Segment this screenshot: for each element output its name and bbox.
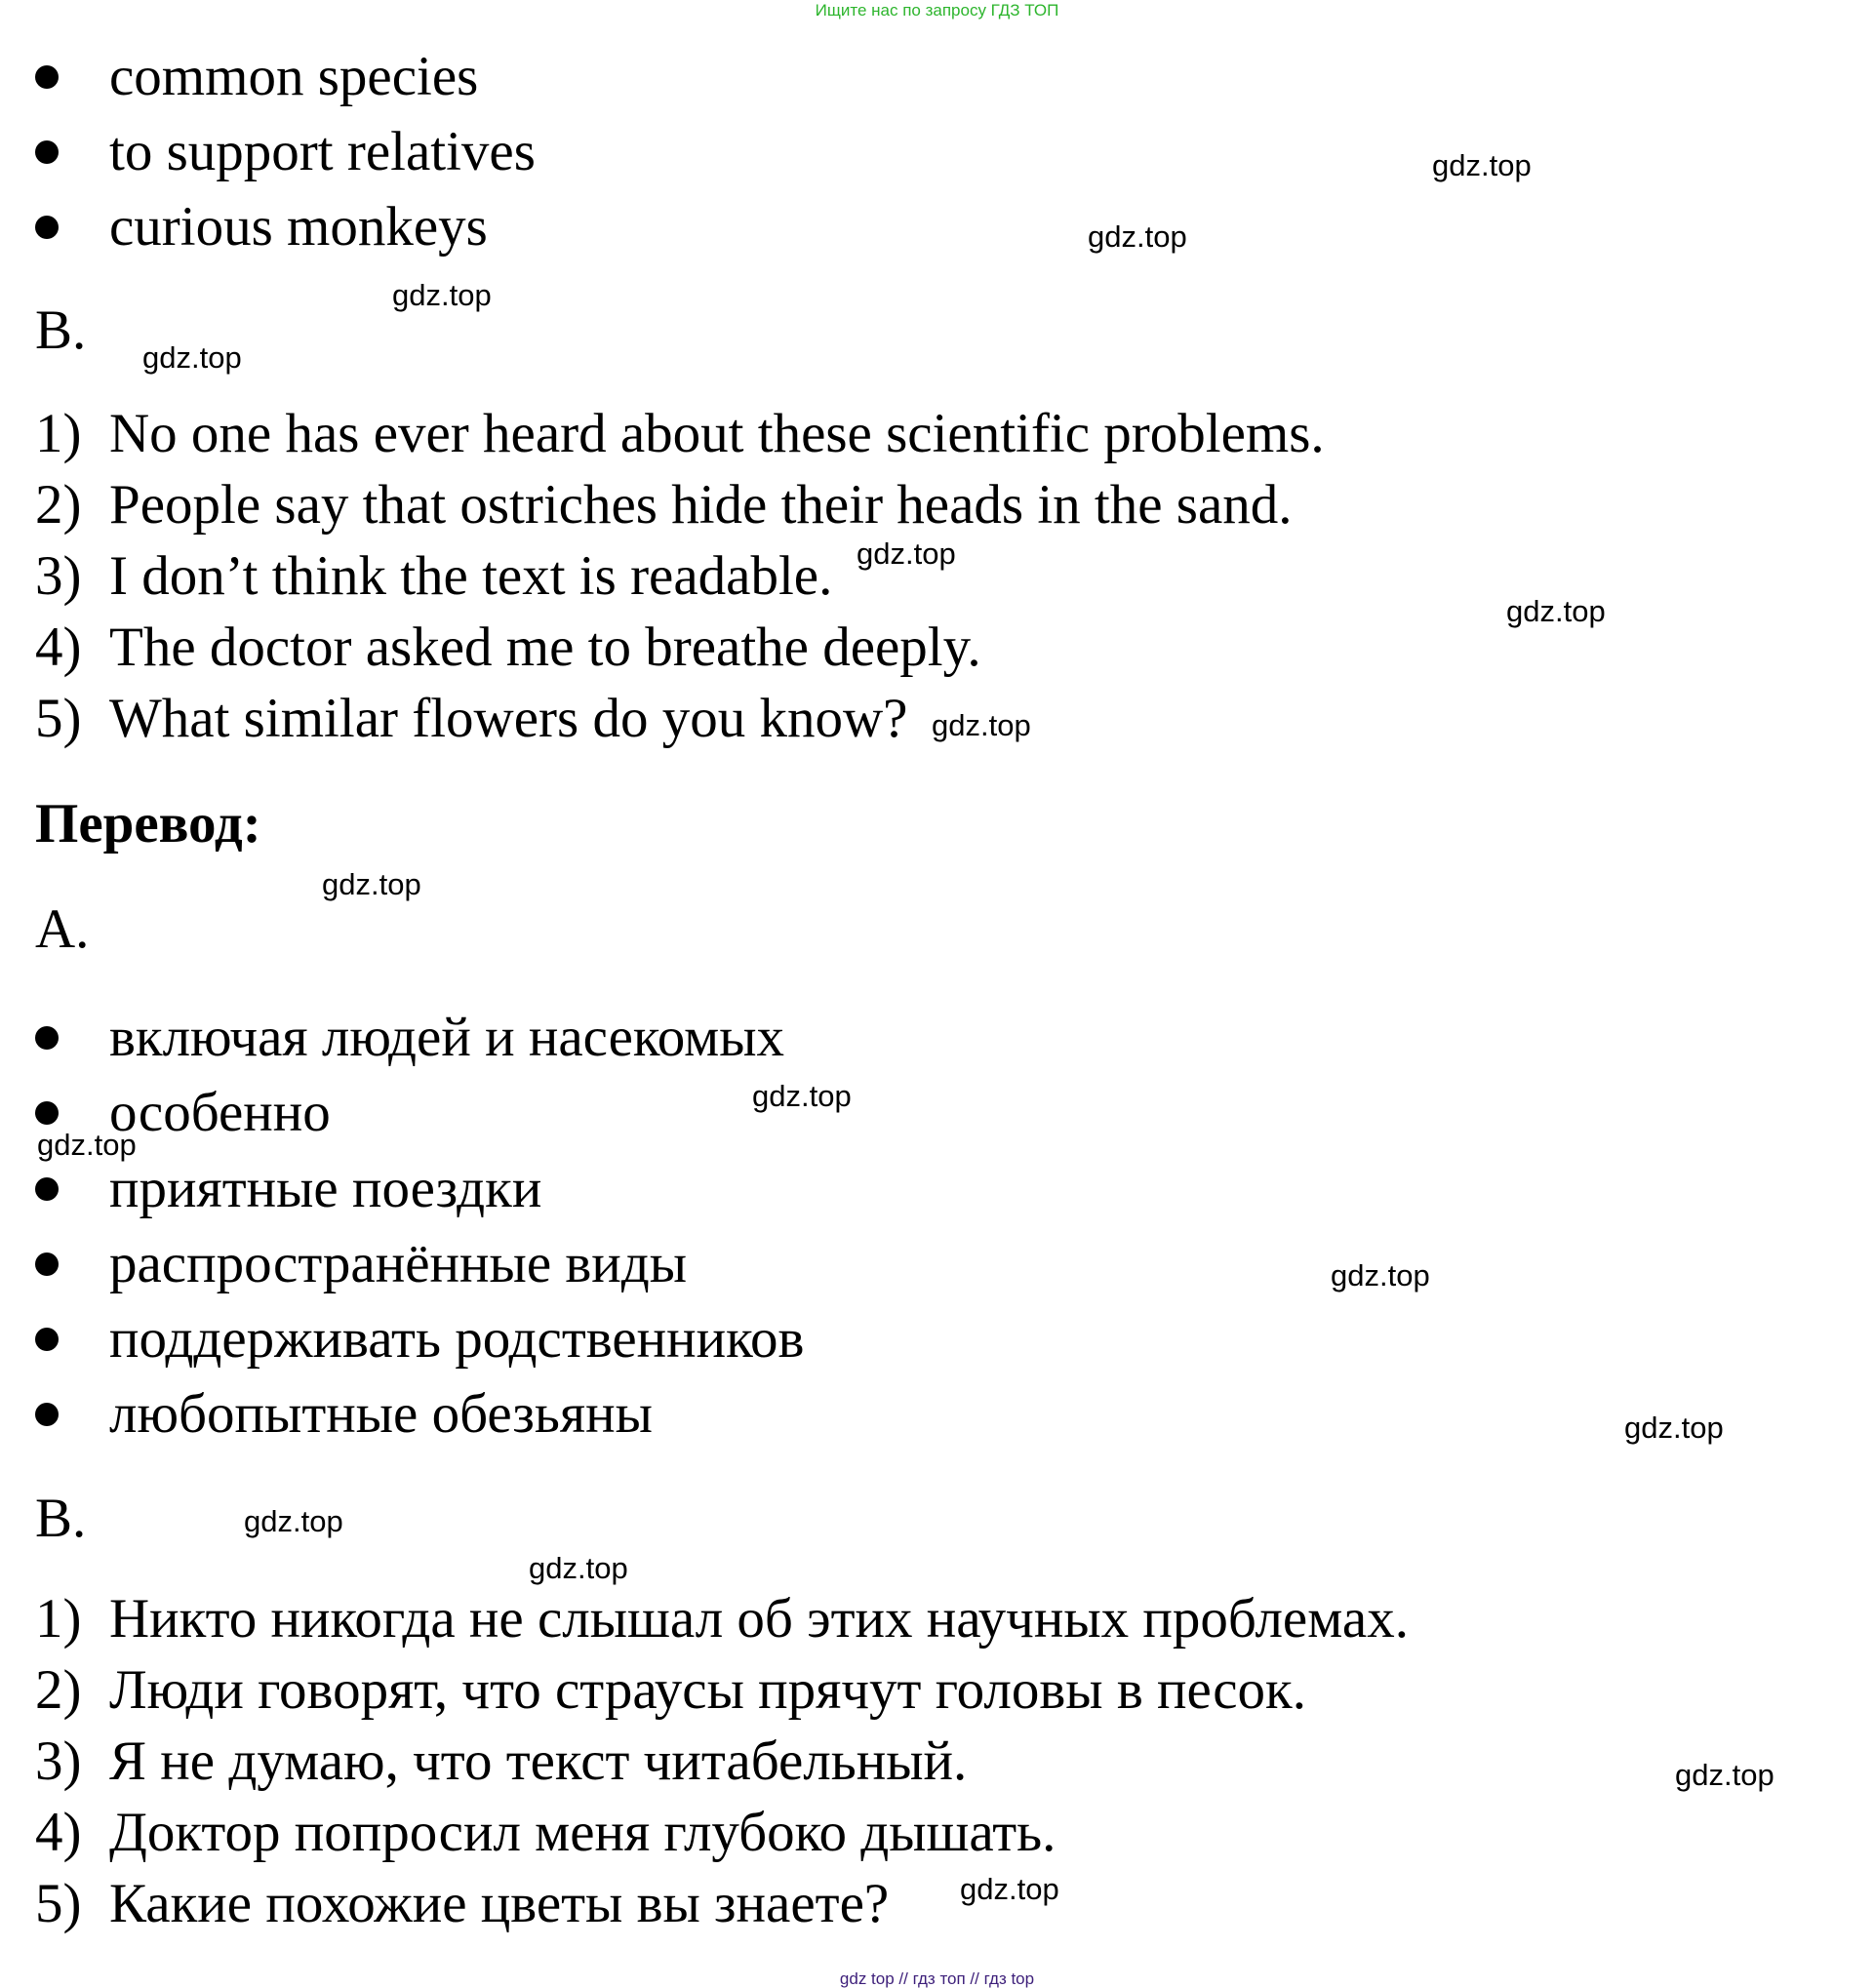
item-number: 3) — [35, 1730, 82, 1792]
list-item-text: распространённые виды — [109, 1233, 688, 1294]
top-banner: Ищите нас по запросу ГДЗ ТОП — [815, 1, 1059, 20]
translation-heading: Перевод: — [35, 793, 261, 855]
item-text: I don’t think the text is readable. — [109, 545, 833, 607]
watermark: gdz.top — [960, 1872, 1059, 1906]
item-text: Доктор попросил меня глубоко дышать. — [109, 1802, 1057, 1863]
item-text: The doctor asked me to breathe deeply. — [109, 616, 981, 678]
watermark: gdz.top — [932, 708, 1031, 742]
watermark: gdz.top — [752, 1079, 852, 1113]
watermark: gdz.top — [1506, 594, 1606, 628]
item-text: Никто никогда не слышал об этих научных проблемах. — [109, 1588, 1409, 1650]
item-number: 2) — [35, 474, 82, 536]
item-text: Люди говорят, что страусы прячут головы в песок. — [109, 1659, 1306, 1721]
section-b-letter: B. — [35, 299, 87, 361]
item-number: 2) — [35, 1659, 82, 1721]
list-item-text: приятные поездки — [109, 1158, 542, 1219]
watermark: gdz.top — [322, 867, 421, 901]
item-number: 5) — [35, 1873, 82, 1934]
item-number: 1) — [35, 1588, 82, 1650]
footer-watermark: gdz top // гдз топ // гдз top — [839, 1969, 1035, 1988]
bullet-icon — [35, 140, 59, 164]
bullet-icon — [35, 1101, 59, 1125]
translation-section-a-letter: A. — [35, 898, 90, 960]
watermark: gdz.top — [1432, 148, 1532, 182]
watermark: gdz.top — [37, 1128, 137, 1162]
bullet-icon — [35, 1328, 59, 1351]
bullet-icon — [35, 65, 59, 89]
list-item-text: особенно — [109, 1082, 331, 1143]
list-item-text: common species — [109, 46, 479, 107]
bullet-icon — [35, 216, 59, 239]
list-item-text: curious monkeys — [109, 196, 488, 258]
watermark: gdz.top — [529, 1551, 628, 1585]
item-text: What similar flowers do you know? — [109, 688, 908, 749]
watermark: gdz.top — [392, 278, 492, 312]
watermark: gdz.top — [1088, 219, 1187, 254]
watermark: gdz.top — [1675, 1758, 1774, 1792]
watermark: gdz.top — [244, 1504, 343, 1538]
list-item-text: поддерживать родственников — [109, 1308, 805, 1370]
watermark: gdz.top — [1624, 1411, 1724, 1445]
item-text: People say that ostriches hide their heads in the sand. — [109, 474, 1293, 536]
bullet-icon — [35, 1177, 59, 1201]
item-text: Я не думаю, что текст читабельный. — [109, 1730, 968, 1792]
bullet-icon — [35, 1026, 59, 1050]
list-item-text: любопытные обезьяны — [109, 1383, 653, 1445]
watermark: gdz.top — [1331, 1258, 1430, 1292]
watermark: gdz.top — [142, 340, 242, 375]
bullet-icon — [35, 1403, 59, 1426]
list-item-text: to support relatives — [109, 121, 536, 182]
item-text: Какие похожие цветы вы знаете? — [109, 1873, 890, 1934]
bullet-icon — [35, 1252, 59, 1276]
item-number: 5) — [35, 688, 82, 749]
item-number: 4) — [35, 616, 82, 678]
item-number: 3) — [35, 545, 82, 607]
item-number: 1) — [35, 403, 82, 464]
watermark: gdz.top — [857, 537, 956, 571]
translation-section-b-letter: B. — [35, 1488, 87, 1549]
item-number: 4) — [35, 1802, 82, 1863]
item-text: No one has ever heard about these scientific problems. — [109, 403, 1325, 464]
list-item-text: включая людей и насекомых — [109, 1007, 785, 1068]
